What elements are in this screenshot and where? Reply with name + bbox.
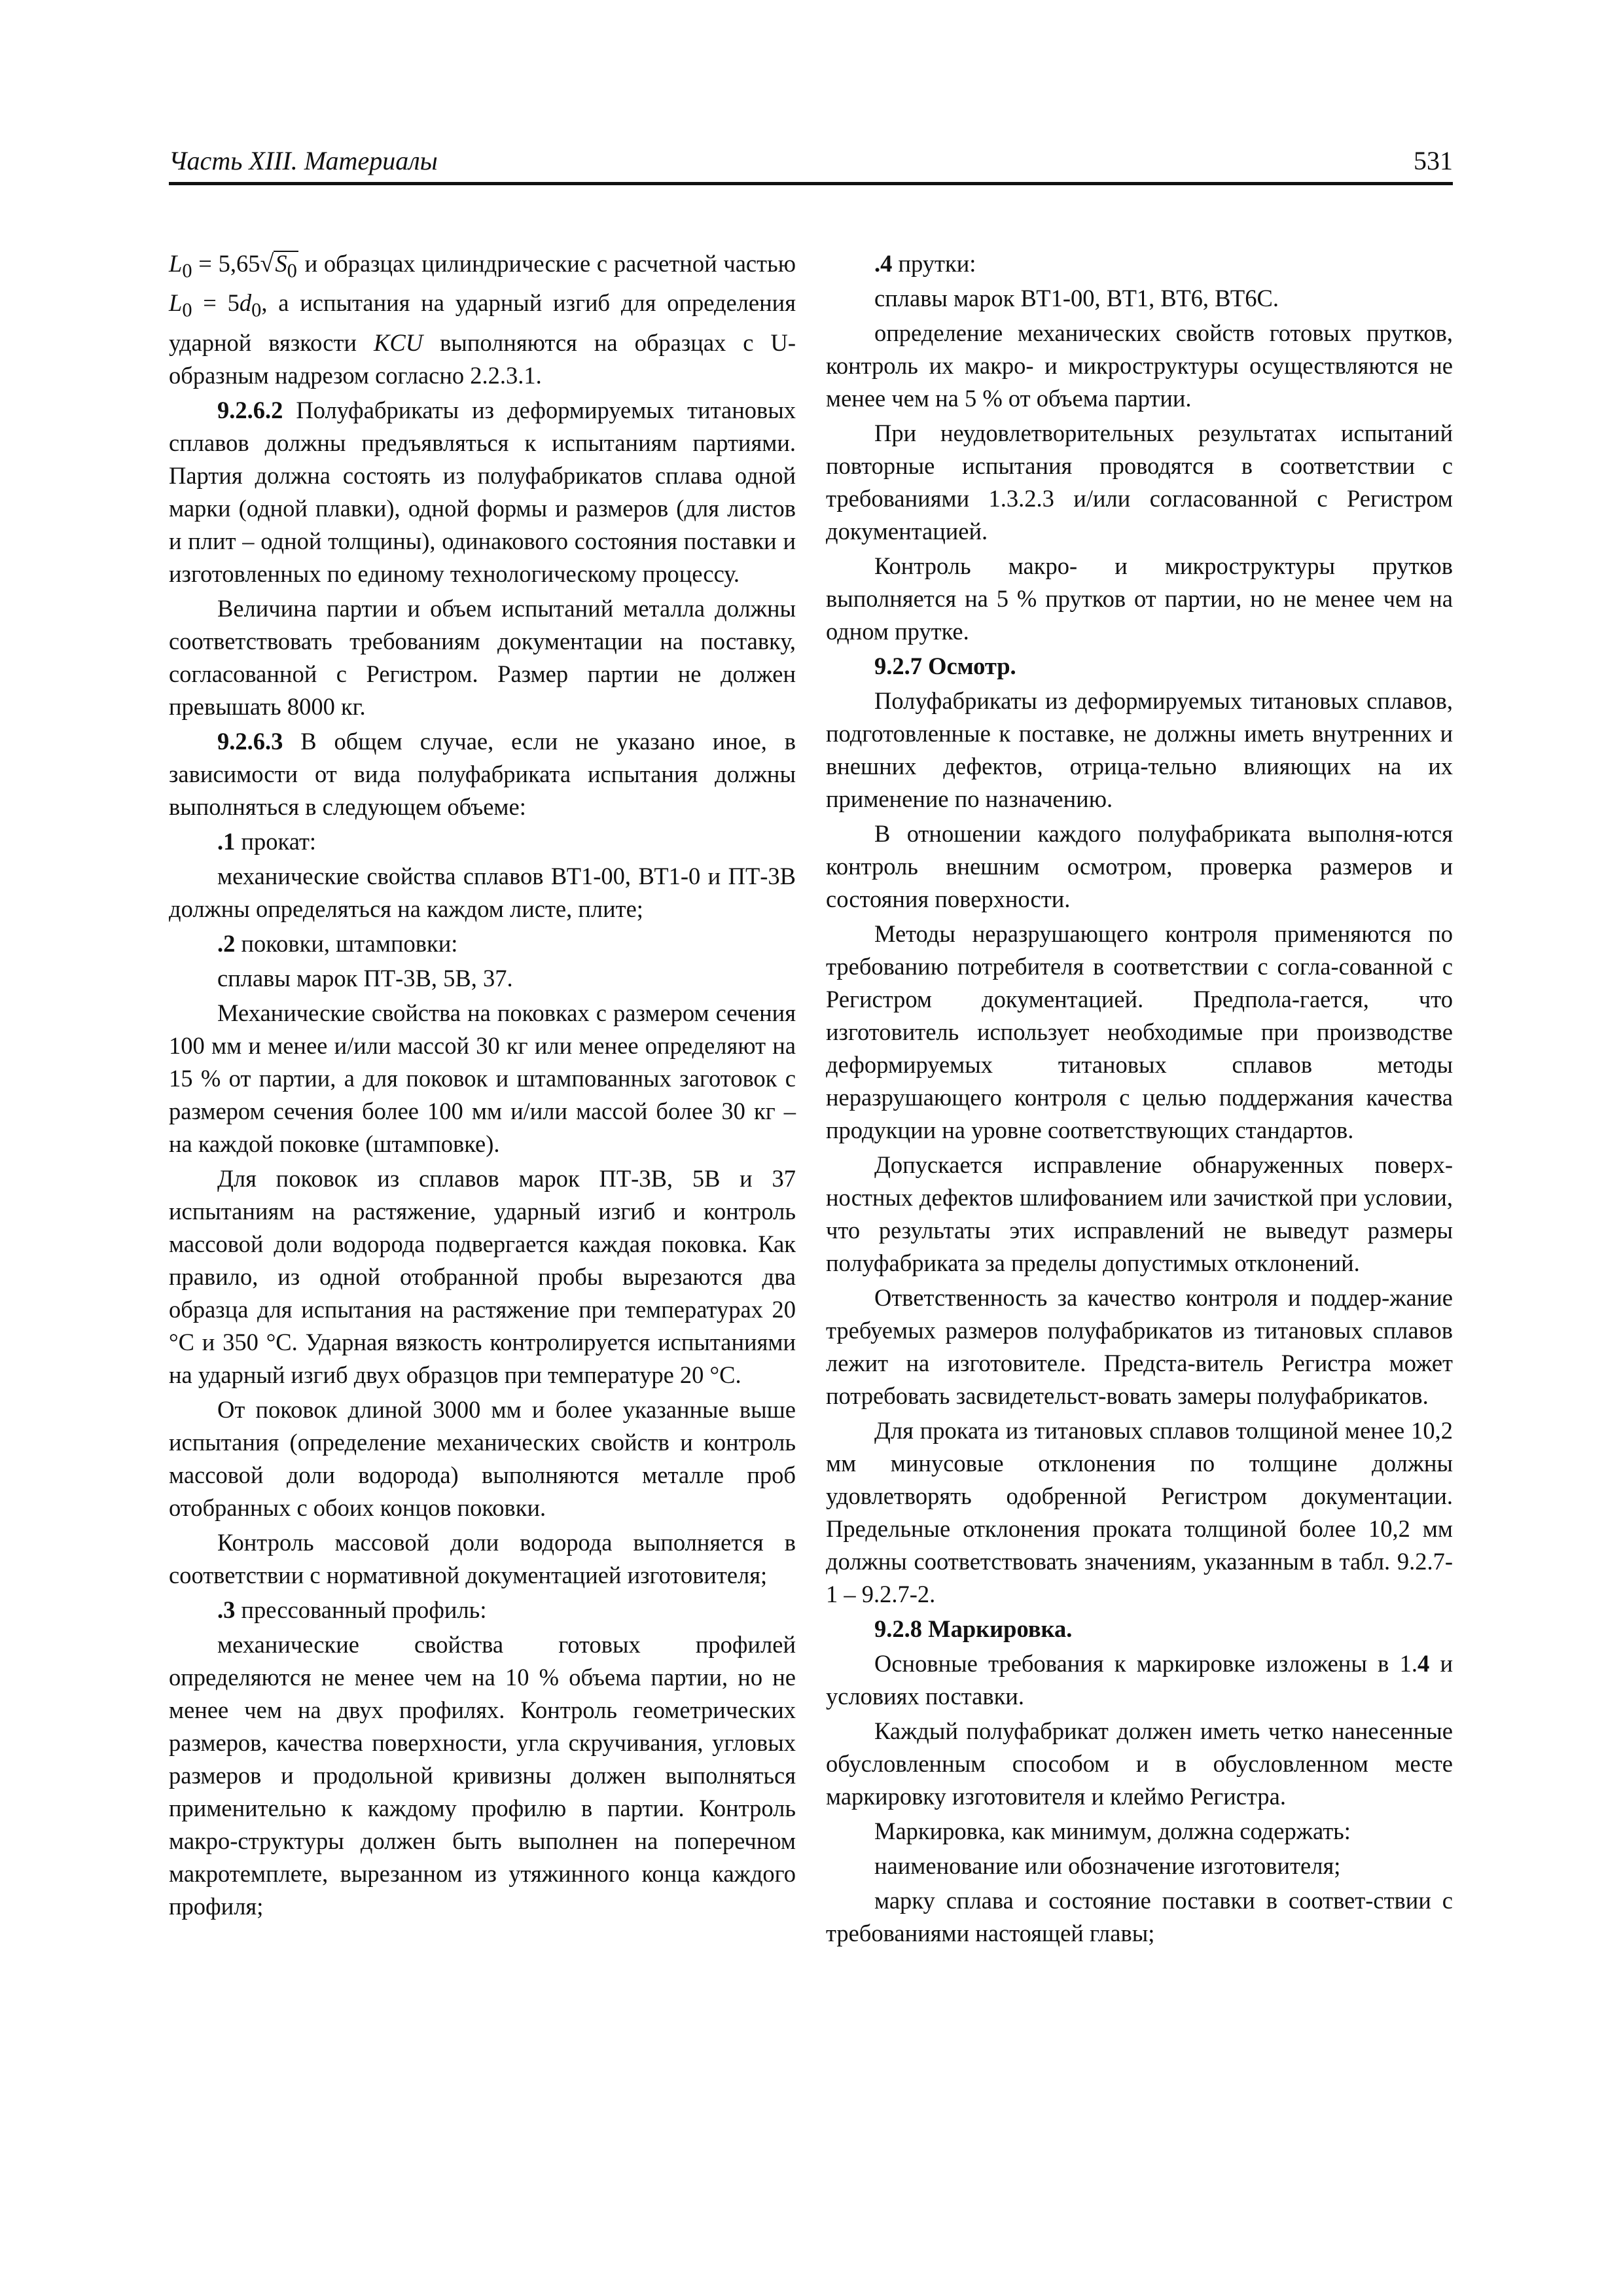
formula-paragraph — [169, 247, 796, 392]
paragraph: марку сплава и состояние поставки в соответ-ствии с требованиями настоящей главы; — [826, 1887, 1453, 1946]
list-label: поковки, штамповки: — [235, 929, 458, 957]
paragraph: Механические свойства на поковках с размером сечения 100 мм и менее и/или массой 30 кг или менее определяют на 15 % от партии, а для поковок и штампованных заготовок с размером сечения более 100 мм и/или массой более 30 кг – на каждой поковке (штамповке). — [169, 999, 796, 1157]
section-heading-inspection — [826, 650, 1453, 683]
formula-variable: L — [169, 289, 183, 317]
paragraph-text: , а испытания на ударный изгиб для определения ударной вязкости — [169, 289, 796, 356]
formula-subscript: 0 — [182, 259, 192, 282]
paragraph: Методы неразрушающего контроля применяются по требованию потребителя в соответствии с согла-сованной с Регистром документацией. Предпола-гается, что изготовитель использует необходимые при производстве деформируемых титановых сплавов методы неразрушающего контроля с целью поддержания качества продукции на уровне соответствующих стандартов. — [826, 920, 1453, 1143]
list-item-profile — [169, 1594, 796, 1626]
gauge-length-formula — [169, 250, 298, 282]
formula-subscript: 0 — [251, 298, 262, 321]
paragraph: Допускается исправление обнаруженных поверх-ностных дефектов шлифованием или зачисткой при условии, что результаты этих исправлений не выведут размеры полуфабриката за пределы допустимых отклонений. — [826, 1151, 1453, 1276]
paragraph: При неудовлетворительных результатах испытаний повторные испытания проводятся в соответствии с требованиями 1.3.2.3 и/или согласованной с Регистром документацией. — [826, 420, 1453, 545]
list-number: .1 — [217, 827, 236, 855]
left-column — [169, 247, 796, 1925]
paragraph: сплавы марок ВТ1-00, ВТ1, ВТ6, ВТ6С. — [874, 285, 1279, 312]
formula-coefficient: = 5,65 — [192, 250, 260, 277]
paragraph: сплавы марок ПТ-3В, 5В, 37. — [217, 964, 513, 992]
heading-text: 9.2.8 Маркировка. — [874, 1615, 1073, 1642]
list-number: .4 — [874, 250, 893, 277]
list-label: прокат: — [235, 827, 317, 855]
paragraph: Контроль макро- и микроструктуры прутков выполняется на 5 % прутков от партии, но не менее чем на одном прутке. — [826, 552, 1453, 645]
paragraph-text: Полуфабрикаты из деформируемых титановых сплавов должны предъявляться к испытаниям партиями. Партия должна состоять из полуфабрикатов сплава одной марки (одной плавки), одной формы и размеров (для листов и плит – одной толщины), одинакового состояния поставки и изготовленных по единому технологическому процессу. — [169, 396, 796, 587]
header-title: Часть XIII. Материалы — [169, 146, 438, 175]
list-number: .3 — [217, 1596, 236, 1623]
kcu-symbol: KCU — [374, 329, 423, 356]
right-column — [826, 247, 1453, 1952]
formula-variable: d — [239, 289, 252, 317]
paragraph-text: В общем случае, если не указано иное, в зависимости от вида полуфабриката испытания должны выполняться в следующем объеме: — [169, 727, 796, 820]
page-header — [169, 143, 1453, 185]
paragraph: определение механических свойств готовых прутков, контроль их макро- и микроструктуры осуществляются не менее чем на 5 % от объема партии. — [826, 319, 1453, 412]
paragraph: механические свойства готовых профилей определяются не менее чем на 10 % объема партии, но не менее чем на двух профилях. Контроль геометрических размеров, качества поверхности, угла скручивания, угловых размеров и продольной кривизны должен выполняться применительно к каждому профилю в партии. Контроль макро-структуры должен быть выполнен на поперечном макротемплете, вырезанном из утяжинного конца каждого профиля; — [169, 1630, 796, 1920]
sqrt-icon: √ — [260, 250, 274, 278]
paragraph-text: выполняются на образцах с U-образным надрезом согласно 2.2.3.1. — [169, 329, 796, 389]
list-label: прессованный профиль: — [235, 1596, 487, 1623]
page-number: 531 — [1414, 146, 1453, 175]
paragraph-text: и образцах цилиндрические с расчетной частью — [298, 250, 796, 277]
paragraph-text: Основные требования к маркировке изложены в 1. — [874, 1650, 1418, 1677]
list-item-forgings — [169, 927, 796, 960]
list-item-rolled — [169, 825, 796, 858]
paragraph: Каждый полуфабрикат должен иметь четко нанесенные обусловленным способом и в обусловленном месте маркировку изготовителя и клеймо Регистра. — [826, 1717, 1453, 1810]
paragraph: От поковок длиной 3000 мм и более указанные выше испытания (определение механических свойств и контроль массовой доли водорода) выполняются металле проб отобранных с обоих концов поковки. — [169, 1395, 796, 1521]
radicand-variable: S — [275, 250, 287, 277]
section-heading-marking — [826, 1613, 1453, 1645]
paragraph-text: = 5 — [192, 289, 240, 317]
paragraph: Маркировка, как минимум, должна содержать: — [874, 1818, 1351, 1844]
paragraph: наименование или обозначение изготовителя; — [874, 1852, 1341, 1879]
formula-subscript: 0 — [182, 298, 192, 321]
paragraph: Для поковок из сплавов марок ПТ-3В, 5В и 37 испытаниям на растяжение, ударный изгиб и контроль массовой доли водорода подвергается каждая поковка. Как правило, из одной отобранной пробы вырезаются два образца для испытания на растяжение при температурах 20 °С и 350 °С. Ударная вязкость контролируется испытаниями на ударный изгиб двух образцов при температуре 20 °С. — [169, 1164, 796, 1388]
list-label: прутки: — [892, 250, 976, 277]
heading-text: 9.2.7 Осмотр. — [874, 653, 1016, 679]
formula-radicand — [274, 251, 298, 282]
list-number: .2 — [217, 929, 236, 957]
section-9-2-6-3 — [169, 725, 796, 823]
paragraph: Для проката из титановых сплавов толщиной менее 10,2 мм минусовые отклонения по толщине должны удовлетворять одобренной Регистром документации. Предельные отклонения проката толщиной более 10,2 мм должны соответствовать значениям, указанным в табл. 9.2.7-1 – 9.2.7-2. — [826, 1417, 1453, 1607]
clause-number: 9.2.6.3 — [217, 727, 283, 755]
section-9-2-6-2 — [169, 394, 796, 590]
formula-variable: L — [169, 250, 183, 277]
paragraph: механические свойства сплавов ВТ1-00, ВТ1-0 и ПТ-3В должны определяться на каждом листе, плите; — [169, 862, 796, 922]
clause-reference: 4 — [1417, 1650, 1430, 1677]
paragraph: В отношении каждого полуфабриката выполня-ются контроль внешним осмотром, проверка размеров и состояния поверхности. — [826, 820, 1453, 912]
paragraph: Полуфабрикаты из деформируемых титановых сплавов, подготовленные к поставке, не должны иметь внутренних и внешних дефектов, отрица-тельно влияющих на их применение по назначению. — [826, 687, 1453, 812]
paragraph: Контроль массовой доли водорода выполняется в соответствии с нормативной документацией изготовителя; — [169, 1528, 796, 1588]
paragraph: Величина партии и объем испытаний металла должны соответствовать требованиям документации на поставку, согласованной с Регистром. Размер партии не должен превышать 8000 кг. — [169, 594, 796, 720]
list-item-bars — [826, 247, 1453, 280]
paragraph — [826, 1647, 1453, 1713]
clause-number: 9.2.6.2 — [217, 396, 283, 423]
radicand-subscript: 0 — [287, 259, 297, 282]
paragraph-text: и условиях поставки. — [826, 1650, 1453, 1710]
paragraph: Ответственность за качество контроля и поддер-жание требуемых размеров полуфабрикатов из титановых сплавов лежит на изготовителе. Предста-витель Регистра может потребовать засвидетельст-вовать замеры полуфабрикатов. — [826, 1284, 1453, 1409]
